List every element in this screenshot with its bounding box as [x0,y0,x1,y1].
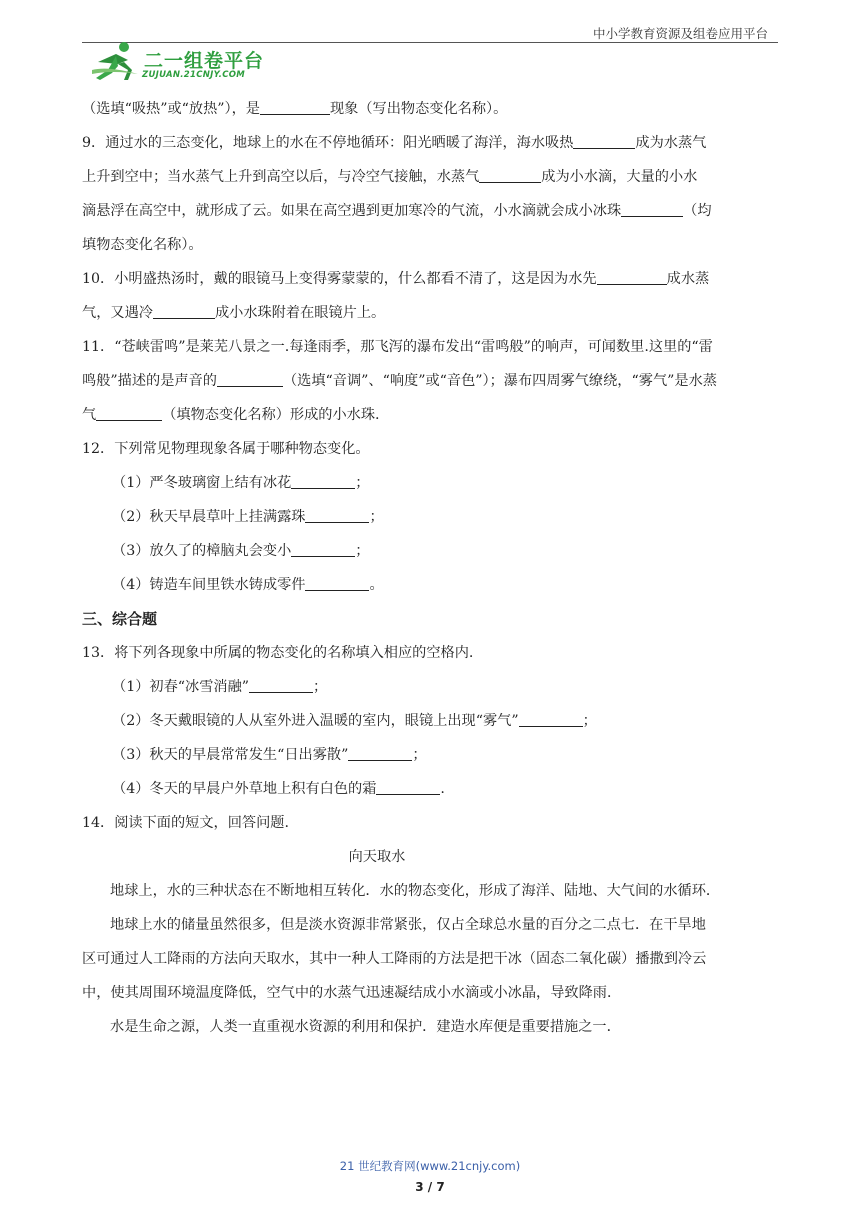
site-logo [88,40,278,82]
passage-title: 向天取水 [348,849,406,865]
logo-subtitle: ZUJUAN.21CNJY.COM [142,70,246,80]
answer-blank[interactable] [217,370,283,387]
answer-blank[interactable] [348,744,412,761]
answer-blank[interactable] [597,268,667,285]
answer-blank[interactable] [376,778,440,795]
answer-blank[interactable] [479,166,541,183]
question-9: 9．通过水的三态变化，地球上的水在不停地循环：阳光晒暖了海洋，海水吸热 成为水蒸气 [82,126,782,160]
answer-blank[interactable] [573,132,635,149]
sub-question: （1）严冬玻璃窗上结有冰花 ； [82,466,782,500]
text-line: 填物态变化名称）。 [82,237,203,253]
footer-link[interactable]: 21 世纪教育网(www.21cnjy.com) [339,1159,521,1173]
sub-question: （3）放久了的樟脑丸会变小 ； [82,534,782,568]
sub-question: （4）铸造车间里铁水铸成零件 。 [82,568,782,602]
sub-question: （4）冬天的早晨户外草地上积有白色的霜 . [82,772,782,806]
text-line: （选填“吸热”或“放热”），是 现象（写出物态变化名称）。 [82,92,782,126]
text-line: 滴悬浮在高空中，就形成了云。如果在高空遇到更加寒冷的气流，小水滴就会成小冰珠 （均 [82,194,782,228]
answer-blank[interactable] [249,676,313,693]
passage-line: 中，使其周围环境温度降低，空气中的水蒸气迅速凝结成小水滴或小冰晶，导致降雨． [82,985,622,1001]
text-line: 上升到空中；当水蒸气上升到高空以后，与冷空气接触，水蒸气 成为小水滴，大量的小水 [82,160,782,194]
document-body [82,92,782,1044]
sub-question: （2）冬天戴眼镜的人从室外进入温暖的室内，眼镜上出现“雾气” ； [82,704,782,738]
answer-blank[interactable] [291,540,355,557]
question-10: 10．小明盛热汤时，戴的眼镜马上变得雾蒙蒙的，什么都看不清了，这是因为水先 成水蒸 [82,262,782,296]
section-heading: 三、综合题 [82,610,158,628]
question-14: 14．阅读下面的短文，回答问题. [82,815,290,831]
answer-blank[interactable] [305,506,369,523]
runner-logo-icon [88,40,144,82]
answer-blank[interactable] [260,98,330,115]
text-line: 鸣般”描述的是声音的 （选填“音调”、“响度”或“音色”）；瀑布四周雾气缭绕，“雾气”是水蒸 [82,364,782,398]
answer-blank[interactable] [291,472,355,489]
platform-header-text: 中小学教育资源及组卷应用平台 [592,26,768,41]
question-12: 12．下列常见物理现象各属于哪种物态变化。 [82,441,370,457]
question-11: 11．“苍峡雷鸣”是莱芜八景之一.每逢雨季，那飞泻的瀑布发出“雷鸣般”的响声，可闻数里.这里的“雷 [82,339,713,355]
passage-paragraph: 地球上水的储量虽然很多，但是淡水资源非常紧张，仅占全球总水量的百分之二点七．在干旱地 [110,917,706,933]
answer-blank[interactable] [96,404,162,421]
text-line: 气 （填物态变化名称）形成的小水珠. [82,398,782,432]
question-13: 13．将下列各现象中所属的物态变化的名称填入相应的空格内. [82,645,474,661]
sub-question: （1）初春“冰雪消融” ； [82,670,782,704]
answer-blank[interactable] [305,574,369,591]
text-line: 气，又遇冷 成小水珠附着在眼镜片上。 [82,296,782,330]
passage-paragraph: 地球上，水的三种状态在不断地相互转化．水的物态变化，形成了海洋、陆地、大气间的水循环． [110,883,721,899]
passage-line: 区可通过人工降雨的方法向天取水，其中一种人工降雨的方法是把干冰（固态二氧化碳）播撒到冷云 [82,951,707,967]
answer-blank[interactable] [621,200,683,217]
logo-title: 二一组卷平台 [144,50,265,72]
sub-question: （2）秋天早晨草叶上挂满露珠 ； [82,500,782,534]
passage-paragraph: 水是生命之源，人类一直重视水资源的利用和保护．建造水库便是重要措施之一． [110,1019,621,1035]
page-number: 3 / 7 [415,1180,445,1194]
answer-blank[interactable] [519,710,583,727]
sub-question: （3）秋天的早晨常常发生“日出雾散” ； [82,738,782,772]
answer-blank[interactable] [153,302,215,319]
